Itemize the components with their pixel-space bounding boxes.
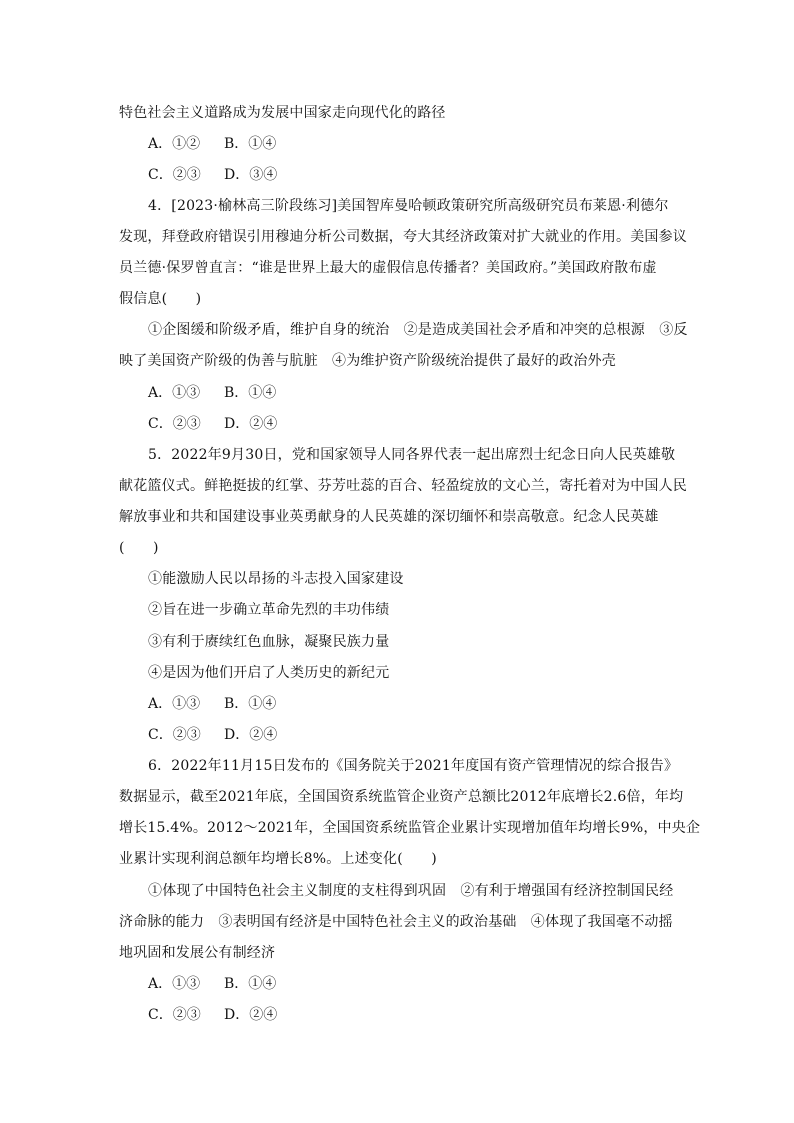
q4-statements-line: 映了美国资产阶级的伪善与肮脏 ④为维护资产阶级统治提供了最好的政治外壳 xyxy=(119,353,616,369)
q6-option-b: B．①④ xyxy=(224,976,277,992)
q3-option-d: D．③④ xyxy=(224,167,278,183)
q6-stem-line: 增长15.4%。2012～2021年，全国国资系统监管企业累计实现增加值年均增长9%，中央企 xyxy=(119,820,701,836)
q3-option-c: C．②③ xyxy=(148,167,201,183)
q6-stem-line: 业累计实现利润总额年均增长8%。上述变化( ) xyxy=(119,851,437,867)
q5-option-d: D．②④ xyxy=(224,727,278,743)
q5-option-b: B．①④ xyxy=(224,696,277,712)
q5-option-a: A．①③ xyxy=(148,696,201,712)
q6-statements-line: 地巩固和发展公有制经济 xyxy=(119,945,276,961)
q5-statement: ③有利于赓续红色血脉，凝聚民族力量 xyxy=(148,634,390,650)
q5-statement: ②旨在进一步确立革命先烈的丰功伟绩 xyxy=(148,602,390,618)
q4-option-d: D．②④ xyxy=(224,416,278,432)
q5-statement: ④是因为他们开启了人类历史的新纪元 xyxy=(148,665,390,681)
q4-statements-line: ①企图缓和阶级矛盾，维护自身的统治 ②是造成美国社会矛盾和冲突的总根源 ③反 xyxy=(148,322,688,338)
q4-stem-line: 发现，拜登政府错误引用穆迪分析公司数据，夸大其经济政策对扩大就业的作用。美国参议 xyxy=(119,229,687,245)
q3-option-b: B．①④ xyxy=(224,136,277,152)
q5-stem-line: 5．2022年9月30日，党和国家领导人同各界代表一起出席烈士纪念日向人民英雄敬 xyxy=(148,447,676,463)
q6-statements-line: ①体现了中国特色社会主义制度的支柱得到巩固 ②有利于增强国有经济控制国民经 xyxy=(148,883,674,899)
q6-stem-line: 6．2022年11月15日发布的《国务院关于2021年度国有资产管理情况的综合报告》 xyxy=(148,758,679,774)
q4-option-c: C．②③ xyxy=(148,416,201,432)
q6-option-d: D．②④ xyxy=(224,1007,278,1023)
q5-stem-line: 解放事业和共和国建设事业英勇献身的人民英雄的深切缅怀和崇高敬意。纪念人民英雄 xyxy=(119,509,659,525)
q4-stem-line: 4．[2023·榆林高三阶段练习]美国智库曼哈顿政策研究所高级研究员布莱恩·利德尔 xyxy=(148,198,669,214)
q3-option-a: A．①② xyxy=(148,136,201,152)
q5-stem-line: ( ) xyxy=(119,540,159,556)
q3-text-line: 特色社会主义道路成为发展中国家走向现代化的路径 xyxy=(119,105,446,121)
q5-statement: ①能激励人民以昂扬的斗志投入国家建设 xyxy=(148,571,404,587)
q4-stem-line: 员兰德·保罗曾直言：“谁是世界上最大的虚假信息传播者？美国政府。”美国政府散布虚 xyxy=(119,260,657,276)
q5-option-c: C．②③ xyxy=(148,727,201,743)
q6-stem-line: 数据显示，截至2021年底，全国国资系统监管企业资产总额比2012年底增长2.6倍，年均 xyxy=(119,789,684,805)
q6-option-a: A．①③ xyxy=(148,976,201,992)
q4-stem-line: 假信息( ) xyxy=(119,291,202,307)
q4-option-b: B．①④ xyxy=(224,385,277,401)
q6-option-c: C．②③ xyxy=(148,1007,201,1023)
q4-option-a: A．①③ xyxy=(148,385,201,401)
q6-statements-line: 济命脉的能力 ③表明国有经济是中国特色社会主义的政治基础 ④体现了我国毫不动摇 xyxy=(119,914,673,930)
q5-stem-line: 献花篮仪式。鲜艳挺拔的红掌、芬芳吐蕊的百合、轻盈绽放的文心兰，寄托着对为中国人民 xyxy=(119,478,687,494)
